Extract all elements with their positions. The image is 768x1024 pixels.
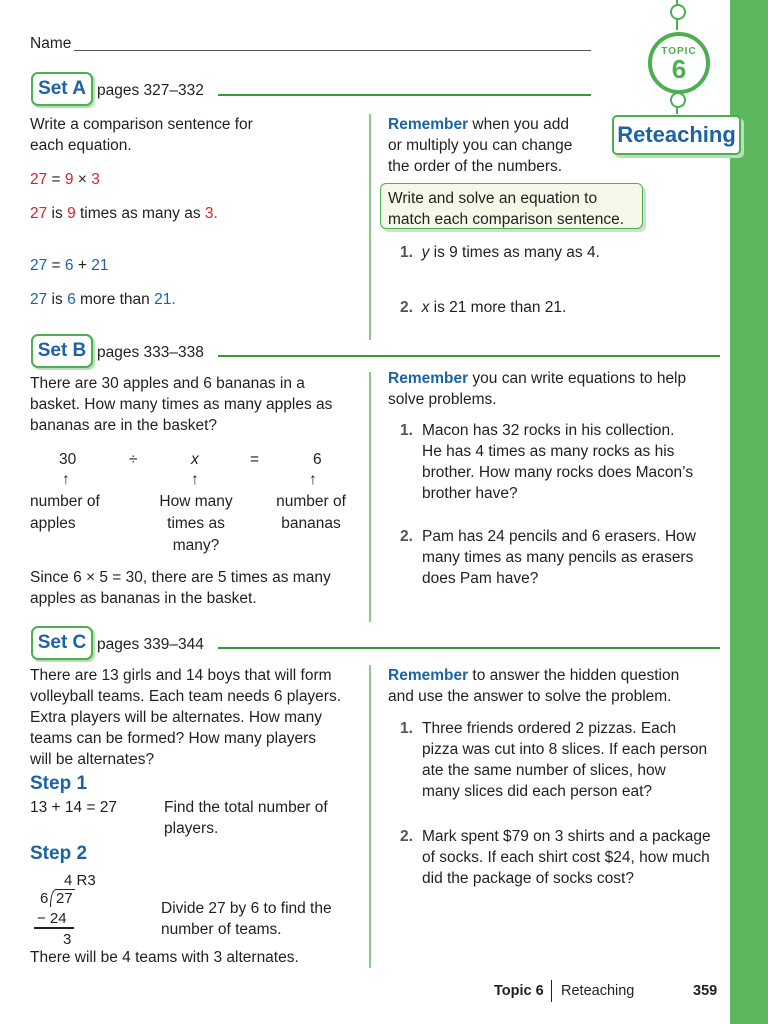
q-line: Mark spent $79 on 3 shirts and a package <box>422 828 711 845</box>
q-number: 2. <box>400 299 413 316</box>
label-apples <box>30 491 100 534</box>
set-c-q2 <box>422 826 711 889</box>
q-line: of socks. If each shirt cost $24, how much <box>422 849 710 866</box>
eq1-c: 3 <box>91 171 100 188</box>
sent2-a: 27 <box>30 291 48 308</box>
division-dividend: 27 <box>56 890 73 907</box>
desc-line: Find the total number of <box>164 799 328 816</box>
set-c-badge: Set C <box>31 626 93 660</box>
sent1-t1: is <box>47 205 68 222</box>
topic-word: TOPIC <box>661 45 697 57</box>
long-division <box>34 870 114 950</box>
eq2-b: 6 <box>64 257 74 274</box>
eq-unknown: x <box>191 451 199 468</box>
set-a-eq2 <box>30 255 108 276</box>
instruction-line: Write and solve an equation to <box>388 190 598 207</box>
label-line: How many <box>159 493 233 510</box>
division-remainder: 3 <box>63 931 72 948</box>
eq1-b: 9 <box>64 171 74 188</box>
eq2-equals: = <box>47 257 65 274</box>
arrow-up-icon: ↑ <box>309 471 317 488</box>
set-c-remember <box>388 665 679 707</box>
topic-ring-bottom-icon <box>670 92 686 108</box>
set-b-conclusion <box>30 567 331 609</box>
label-bananas <box>266 491 356 534</box>
label-line: number of <box>30 493 100 510</box>
eq-dividend: 30 <box>59 451 77 468</box>
set-c-conclusion: There will be 4 teams with 3 alternates. <box>30 949 299 966</box>
eq1-a: 27 <box>30 171 48 188</box>
set-b-intro-line: basket. How many times as many apples as <box>30 396 333 413</box>
sent2-t2: more than <box>75 291 155 308</box>
remember-text: and use the answer to solve the problem. <box>388 688 672 705</box>
remember-text: you can write equations to help <box>468 370 687 387</box>
set-a-intro-line: Write a comparison sentence for <box>30 116 253 133</box>
label-line: bananas <box>281 515 341 532</box>
q1-variable: y <box>421 244 430 261</box>
set-c-intro <box>30 665 341 770</box>
q1-text: is 9 times as many as 4. <box>429 244 600 261</box>
q-line: Pam has 24 pencils and 6 erasers. How <box>422 528 696 545</box>
conclusion-line: Since 6 × 5 = 30, there are 5 times as many <box>30 569 331 586</box>
remember-text: solve problems. <box>388 391 497 408</box>
eq2-op: + <box>73 257 92 274</box>
label-how-many <box>146 491 246 556</box>
eq2-a: 27 <box>30 257 48 274</box>
set-b-q2 <box>422 526 696 589</box>
q-line: did the package of socks cost? <box>422 870 634 887</box>
q2-variable: x <box>421 299 430 316</box>
footer-divider <box>551 980 552 1002</box>
step-1-description <box>164 797 328 839</box>
q-line: does Pam have? <box>422 570 539 587</box>
q-number: 1. <box>400 244 413 261</box>
name-line <box>74 50 591 51</box>
division-subtract: − 24 <box>37 910 67 927</box>
label-line: apples <box>30 515 76 532</box>
topic-number: 6 <box>671 53 687 84</box>
footer-topic: Topic 6 <box>494 983 544 999</box>
set-a-badge: Set A <box>31 72 93 106</box>
set-c-rule <box>218 647 720 649</box>
set-b-divider <box>369 372 371 622</box>
remember-text: when you add <box>468 116 569 133</box>
set-a-remember <box>388 114 572 177</box>
q-number: 2. <box>400 528 413 545</box>
q-number: 1. <box>400 720 413 737</box>
q-number: 2. <box>400 828 413 845</box>
eq1-equals: = <box>47 171 65 188</box>
set-c-q1 <box>422 718 707 802</box>
eq1-op: × <box>73 171 92 188</box>
sent1-t2: times as many as <box>75 205 205 222</box>
remember-text: to answer the hidden question <box>468 667 680 684</box>
arrow-up-icon: ↑ <box>62 471 70 488</box>
set-a-q1 <box>400 242 600 263</box>
set-a-sentence2 <box>30 289 176 310</box>
name-label: Name <box>30 35 72 52</box>
q-line: Three friends ordered 2 pizzas. Each <box>422 720 677 737</box>
eq-divisor: 6 <box>313 451 322 468</box>
set-a-rule <box>218 94 591 96</box>
label-line: times as <box>167 515 225 532</box>
remember-word: Remember <box>388 116 469 133</box>
set-b-pages: pages 333–338 <box>97 344 204 361</box>
sent2-c: 21. <box>154 291 176 308</box>
set-c-intro-line: will be alternates? <box>30 751 155 768</box>
set-b-badge: Set B <box>31 334 93 368</box>
eq-equals: = <box>250 451 260 468</box>
eq2-c: 21 <box>91 257 109 274</box>
sent2-b: 6 <box>67 291 76 308</box>
remember-word: Remember <box>388 667 469 684</box>
set-c-intro-line: Extra players will be alternates. How many <box>30 709 323 726</box>
desc-line: players. <box>164 820 219 837</box>
set-a-instruction-box <box>380 183 643 229</box>
q-line: He has 4 times as many rocks as his <box>422 443 675 460</box>
set-c-pages: pages 339–344 <box>97 636 204 653</box>
set-b-intro-line: bananas are in the basket? <box>30 417 217 434</box>
set-a-q2 <box>400 297 566 318</box>
set-c-intro-line: There are 13 girls and 14 boys that will form <box>30 667 332 684</box>
q-line: Macon has 32 rocks in his collection. <box>422 422 675 439</box>
set-a-pages: pages 327–332 <box>97 82 204 99</box>
q-line: pizza was cut into 8 slices. If each person <box>422 741 708 758</box>
remember-word: Remember <box>388 370 469 387</box>
step-1-label: Step 1 <box>30 773 88 794</box>
topic-badge <box>648 32 710 94</box>
division-quotient: 4 R3 <box>64 872 96 889</box>
q-line: many slices did each person eat? <box>422 783 653 800</box>
q-line: brother have? <box>422 485 518 502</box>
set-b-q1 <box>422 420 693 504</box>
set-a-sentence1 <box>30 203 218 224</box>
step-2-label: Step 2 <box>30 843 88 864</box>
reteaching-badge: Reteaching <box>612 115 741 155</box>
eq-divide-sign: ÷ <box>129 451 138 468</box>
sent1-c: 3. <box>204 205 218 222</box>
set-c-divider <box>369 665 371 968</box>
set-b-intro <box>30 373 332 436</box>
q2-text: is 21 more than 21. <box>429 299 567 316</box>
q-line: ate the same number of slices, how <box>422 762 666 779</box>
set-a-divider <box>369 114 371 340</box>
arrow-up-icon: ↑ <box>191 471 199 488</box>
desc-line: Divide 27 by 6 to find the <box>161 900 332 917</box>
division-divisor: 6 <box>40 890 49 907</box>
sent1-b: 9 <box>67 205 76 222</box>
set-c-intro-line: teams can be formed? How many players <box>30 730 317 747</box>
sent1-a: 27 <box>30 205 48 222</box>
step-1-equation: 13 + 14 = 27 <box>30 799 118 816</box>
set-a-intro <box>30 114 253 156</box>
division-underline <box>34 927 74 929</box>
remember-text: or multiply you can change <box>388 137 573 154</box>
footer-section: Reteaching <box>561 983 635 999</box>
topic-ring-icon <box>670 4 686 20</box>
step-2-description <box>161 898 332 940</box>
remember-text: the order of the numbers. <box>388 158 563 175</box>
set-a-intro-line: each equation. <box>30 137 132 154</box>
set-b-rule <box>218 355 720 357</box>
set-b-remember <box>388 368 686 410</box>
sent2-t1: is <box>47 291 68 308</box>
q-number: 1. <box>400 422 413 439</box>
set-a-eq1 <box>30 169 100 190</box>
set-c-intro-line: volleyball teams. Each team needs 6 players. <box>30 688 342 705</box>
page-number: 359 <box>693 983 718 999</box>
set-b-intro-line: There are 30 apples and 6 bananas in a <box>30 375 305 392</box>
q-line: many times as many pencils as erasers <box>422 549 694 566</box>
label-line: many? <box>172 537 220 554</box>
desc-line: number of teams. <box>161 921 282 938</box>
q-line: brother. How many rocks does Macon’s <box>422 464 694 481</box>
conclusion-line: apples as bananas in the basket. <box>30 590 257 607</box>
label-line: number of <box>276 493 346 510</box>
instruction-line: match each comparison sentence. <box>388 211 625 228</box>
